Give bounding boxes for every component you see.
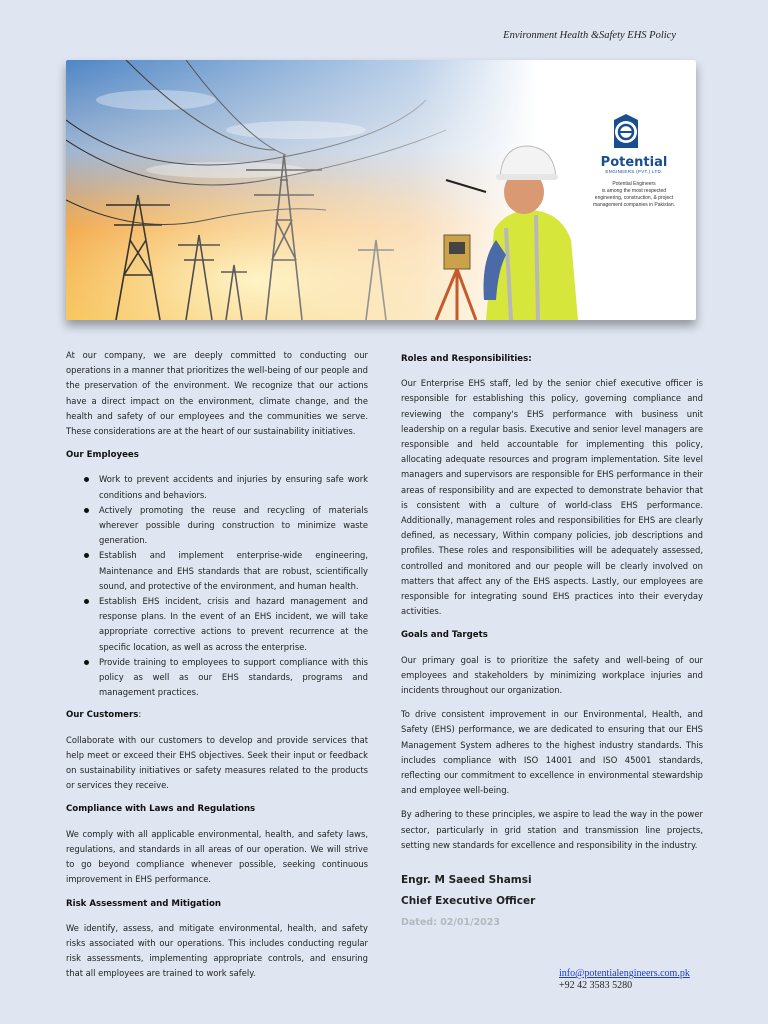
phone-number: +92 42 3583 5280: [559, 980, 633, 991]
contact-block: [559, 968, 690, 992]
risk-paragraph: We identify, assess, and mitigate environmental, health, and safety risks associated with our operations. This includes conducting regular risk assessments, implementing appropriate controls, and ensuring that all employees are trained to work safely.: [66, 922, 368, 979]
customers-heading: Our Customers:: [66, 710, 142, 721]
goals-paragraph-1: Our primary goal is to prioritize the safety and well-being of our employees and stakeholders by minimizing workplace injuries and incidents throughout our organization.: [401, 654, 703, 696]
bullet-icon: [84, 477, 89, 482]
list-item: Actively promoting the reuse and recycling of materials wherever possible during construction to minimize waste generation.: [66, 503, 368, 549]
signature-date: Dated: 02/01/2023: [401, 917, 501, 928]
list-item: Provide training to employees to support compliance with this policy as well as our EHS standards, programs and management practices.: [66, 655, 368, 701]
logo-tagline: Potential Engineers is among the most respected engineering, construction, & project management companies in Pakistan.: [593, 181, 675, 208]
compliance-paragraph: We comply with all applicable environmental, health, and safety laws, regulations, and standards in all areas of our operation. We will strive to go beyond compliance whenever possible, seeking continuous improvement in EHS performance.: [66, 828, 368, 885]
document-header-title: Environment Health &Safety EHS Policy: [503, 30, 676, 41]
intro-paragraph: At our company, we are deeply committed to conducting our operations in a manner that prioritizes the well-being of our people and the preservation of the environment. We recognize that our actions have a direct impact on the environment, climate change, and the health and safety of our employees and the communities we serve. These considerations are at the heart of our sustainability initiatives.: [66, 350, 368, 437]
list-item: Establish EHS incident, crisis and hazard management and response plans. In the event of an EHS incident, we will take appropriate corrective actions to prevent recurrence at the specific location, as well as across the enterprise.: [66, 594, 368, 655]
bullet-icon: [84, 508, 89, 513]
list-item: Work to prevent accidents and injuries by ensuring safe work conditions and behaviors.: [66, 472, 368, 502]
logo-name: Potential: [600, 155, 668, 170]
risk-heading: Risk Assessment and Mitigation: [66, 898, 221, 909]
bullet-icon: [84, 660, 89, 665]
signatory-title: Chief Executive Officer: [401, 895, 536, 907]
right-column: [401, 348, 703, 862]
left-column: [66, 348, 368, 991]
bullet-icon: [84, 553, 89, 558]
goals-paragraph-3: By adhering to these principles, we aspire to lead the way in the power sector, particularly in grid station and transmission line projects, setting new standards for excellence and responsibility in the industry.: [401, 809, 703, 850]
goals-paragraph-2: To drive consistent improvement in our Environmental, Health, and Safety (EHS) performance, we are dedicated to ensuring that our EHS Management System adheres to the highest industry standards. This includes compliance with ISO 14001 and ISO 45001 standards, reflecting our commitment to excellence in environmental stewardship and employee well-being.: [401, 709, 703, 796]
employees-heading: Our Employees: [66, 450, 139, 461]
roles-heading: Roles and Responsibilities:: [401, 354, 532, 364]
list-item: Establish and implement enterprise-wide engineering, Maintenance and EHS standards that are robust, scientifically sound, and protective of the environment, and human health.: [66, 548, 368, 594]
roles-paragraph: Our Enterprise EHS staff, led by the senior chief executive officer is responsible for establishing this policy, governing compliance and reviewing the company's EHS performance with business unit leadership on a regular basis. Executive and senior level managers are responsible and held accountable for implementing this policy, allocating adequate resources and program implementation. Site level managers and supervisors are responsible for EHS performance in their areas of responsibility and are expected to demonstrate behavior that is consistent with a culture of world-class EHS performance. Additionally, management roles and responsibilities for EHS are clearly defined, as necessary, Within company policies, job descriptions and profiles. These roles and responsibilities will be adequately assessed, controlled and monitored and our people will be clearly involved on matters that affect any of the EHS aspects. Lastly, our employees are responsible for integrating sound EHS practices into their everyday activities.: [401, 378, 703, 617]
goals-heading: Goals and Targets: [401, 630, 488, 641]
signatory-name: Engr. M Saeed Shamsi: [401, 874, 532, 886]
company-logo-mark: [614, 114, 638, 148]
employees-list: [66, 472, 368, 700]
company-logo: [588, 154, 680, 209]
signature-block: [401, 870, 535, 934]
customers-paragraph: Collaborate with our customers to develop and provide services that help meet or exceed their EHS objectives. Seek their input or feedback on sustainability initiatives or safety measures related to the products or services they receive.: [66, 734, 368, 791]
bullet-icon: [84, 599, 89, 604]
logo-sub: ENGINEERS (PVT.) LTD.: [605, 169, 663, 174]
email-link[interactable]: info@potentialengineers.com.pk: [559, 968, 690, 979]
compliance-heading: Compliance with Laws and Regulations: [66, 804, 256, 815]
